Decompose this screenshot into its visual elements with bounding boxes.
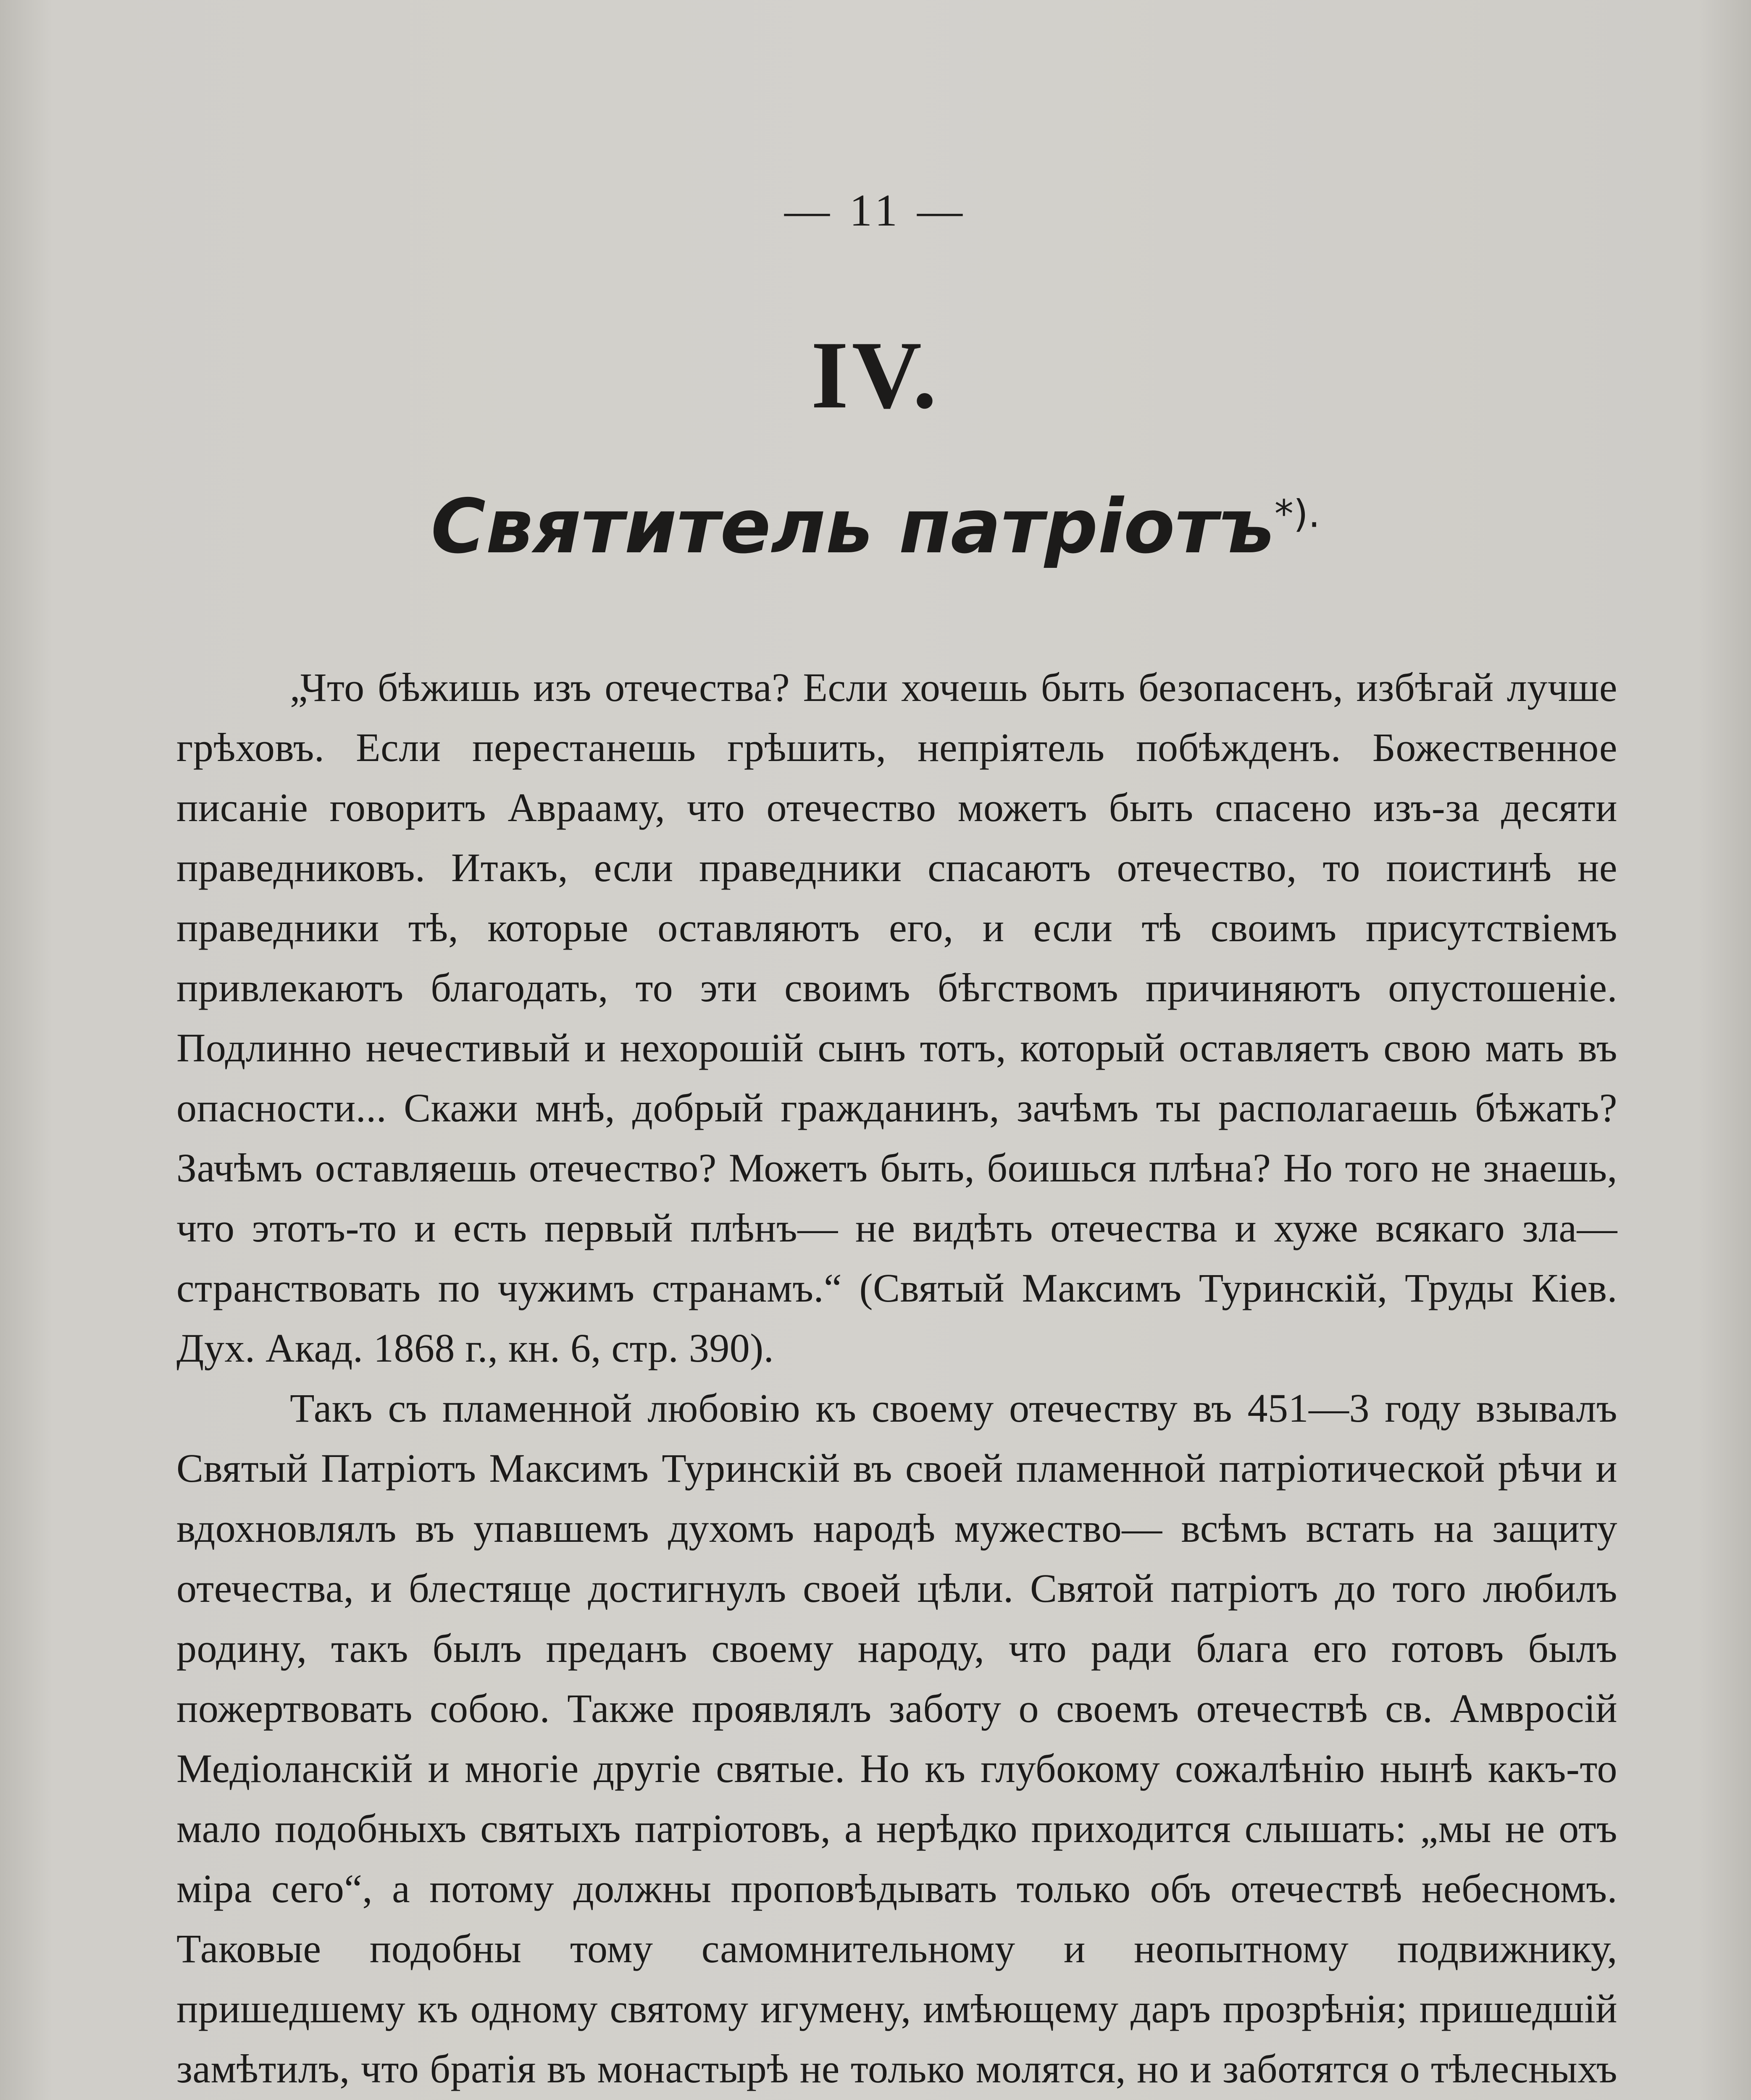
- footnote-marker: *).: [1274, 492, 1320, 536]
- section-title: [0, 483, 1751, 570]
- paragraph-quote: „Что бѣжишь изъ отечества? Если хочешь быть безопасенъ, избѣгай лучше грѣховъ. Если перестанешь грѣшить, непріятель побѣжденъ. Божественное писаніе говоритъ Аврааму, что отечество можетъ быть спасено изъ-за десяти праведниковъ. Итакъ, если праведники спасаютъ отечество, то поистинѣ не праведники тѣ, которые оставляютъ его, и если тѣ своимъ присутствіемъ привлекаютъ благодать, то эти своимъ бѣгствомъ причиняютъ опустошеніе. Подлинно нечестивый и нехорошій сынъ тотъ, который оставляетъ свою мать въ опасности... Скажи мнѣ, добрый гражданинъ, зачѣмъ ты располагаешь бѣжать? Зачѣмъ оставляешь отечество? Можетъ быть, боишься плѣна? Но того не знаешь, что этотъ-то и есть первый плѣнъ— не видѣть отечества и хуже всякаго зла—странствовать по чужимъ странамъ.“ (Святый Максимъ Туринскій, Труды Кіев. Дух. Акад. 1868 г., кн. 6, стр. 390).: [176, 665, 1617, 1370]
- body-text: [176, 657, 1617, 2100]
- paragraph-main: Такъ съ пламенной любовію къ своему отечеству въ 451—3 году взывалъ Святый Патріотъ Максимъ Туринскій въ своей пламенной патріотической рѣчи и вдохновлялъ въ упавшемъ духомъ народѣ мужество— всѣмъ встать на защиту отечества, и блестяще достигнулъ своей цѣли. Святой патріотъ до того любилъ родину, такъ былъ преданъ своему народу, что ради блага его готовъ былъ пожертвовать собою. Также проявлялъ заботу о своемъ отечествѣ св. Амвросій Медіоланскій и многіе другіе святые. Но къ глубокому сожалѣнію нынѣ какъ-то мало подобныхъ святыхъ патріотовъ, а нерѣдко приходится слышать: „мы не отъ міра сего“, а потому должны проповѣдывать только объ отечествѣ небесномъ. Таковые подобны тому самомнительному и неопытному подвижнику, пришедшему къ одному святому игумену, имѣющему даръ прозрѣнія; пришедшій замѣтилъ, что братія въ монастырѣ не только молятся, но и заботятся о тѣлесныхъ: [176, 1386, 1617, 2091]
- page-number: — 11 —: [784, 186, 967, 236]
- section-title-text: Святитель патріотъ: [431, 483, 1275, 570]
- section-numeral: IV.: [811, 321, 940, 428]
